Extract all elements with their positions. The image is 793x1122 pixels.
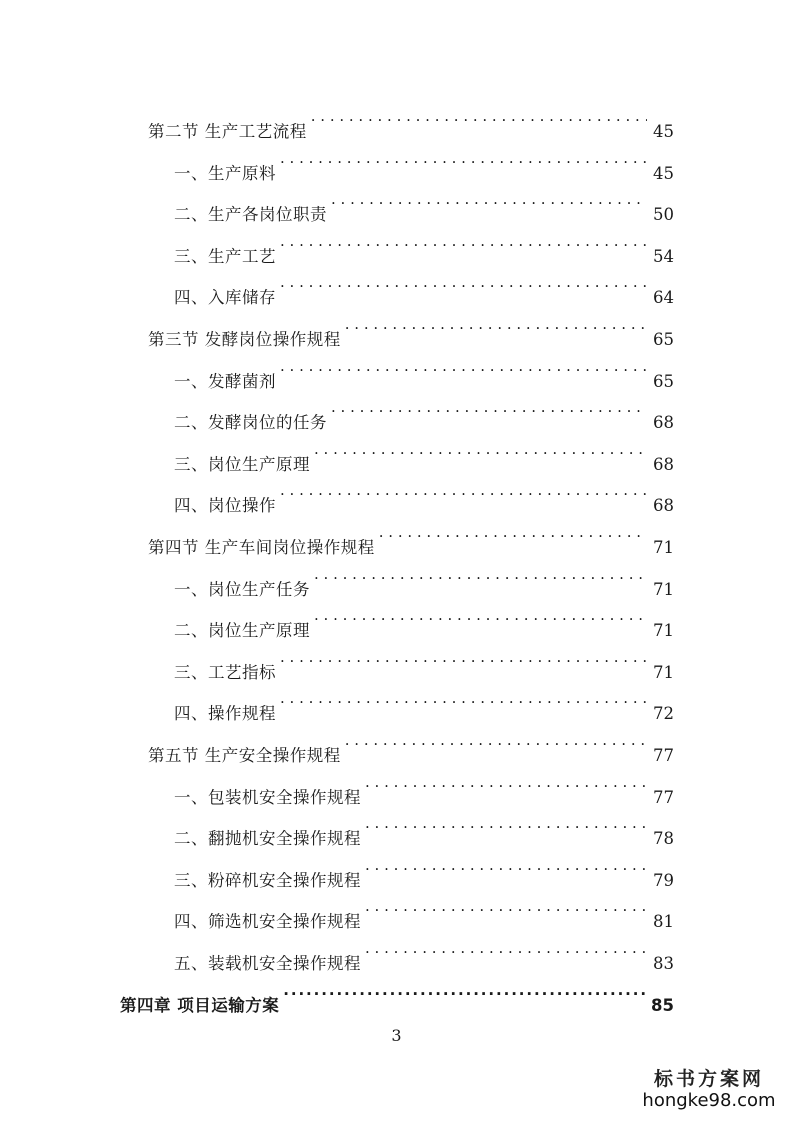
- toc-entry-item[interactable]: [174, 470, 674, 515]
- toc-entry-page: 85: [645, 985, 674, 1026]
- toc-entry-page: 54: [647, 236, 674, 277]
- toc-dot-leader: [365, 928, 647, 969]
- toc-dot-leader: [314, 554, 647, 595]
- toc-entry-page: 71: [647, 652, 674, 693]
- toc-entry-item[interactable]: [174, 762, 674, 807]
- toc-dot-leader: [314, 595, 647, 636]
- toc-entry-title: 一、生产原料: [174, 164, 276, 183]
- toc-entry-page: 71: [647, 569, 674, 610]
- toc-entry-page: 77: [647, 777, 674, 818]
- toc-entry-page: 68: [647, 402, 674, 443]
- toc-entry-title: 一、包装机安全操作规程: [174, 788, 361, 807]
- toc-entry-title: 四、岗位操作: [174, 496, 276, 515]
- toc-entry-item[interactable]: [174, 221, 674, 266]
- toc-entry-title: 四、操作规程: [174, 704, 276, 723]
- toc-dot-leader: [283, 970, 645, 1011]
- toc-entry-page: 79: [647, 860, 674, 901]
- toc-entry-item[interactable]: [174, 803, 674, 848]
- toc-entry-section[interactable]: [148, 512, 674, 557]
- toc-dot-leader: [280, 637, 647, 678]
- page-number: 3: [391, 1026, 402, 1045]
- toc-entry-title: 第五节 生产安全操作规程: [148, 746, 341, 765]
- toc-dot-leader: [365, 845, 647, 886]
- toc-entry-page: 65: [647, 361, 674, 402]
- toc-dot-leader: [345, 720, 647, 761]
- toc-entry-title: 第四节 生产车间岗位操作规程: [148, 538, 375, 557]
- toc-dot-leader: [280, 678, 647, 719]
- toc-entry-item[interactable]: [174, 262, 674, 307]
- toc-entry-title: 一、发酵菌剂: [174, 372, 276, 391]
- toc-entry-title: 二、发酵岗位的任务: [174, 413, 327, 432]
- toc-entry-page: 71: [647, 610, 674, 651]
- toc-dot-leader: [365, 762, 647, 803]
- toc-entry-page: 83: [647, 943, 674, 984]
- toc-entry-page: 45: [647, 111, 674, 152]
- toc-entry-title: 五、装载机安全操作规程: [174, 954, 361, 973]
- site-watermark: [639, 1068, 779, 1112]
- toc-entry-title: 第四章 项目运输方案: [120, 996, 280, 1015]
- toc-dot-leader: [280, 470, 647, 511]
- toc-entry-item[interactable]: [174, 179, 674, 224]
- toc-entry-section[interactable]: [148, 720, 674, 765]
- toc-entry-item[interactable]: [174, 595, 674, 640]
- toc-entry-title: 三、工艺指标: [174, 663, 276, 682]
- toc-entry-page: 45: [647, 153, 674, 194]
- toc-entry-item[interactable]: [174, 928, 674, 973]
- toc-entry-item[interactable]: [174, 138, 674, 183]
- toc-dot-leader: [280, 138, 647, 179]
- toc-entry-page: 68: [647, 485, 674, 526]
- toc-dot-leader: [280, 346, 647, 387]
- toc-entry-page: 50: [647, 194, 674, 235]
- toc-entry-page: 65: [647, 319, 674, 360]
- toc-entry-title: 二、翻抛机安全操作规程: [174, 829, 361, 848]
- toc-entry-page: 71: [647, 527, 674, 568]
- toc-entry-page: 72: [647, 693, 674, 734]
- toc-entry-title: 四、入库储存: [174, 288, 276, 307]
- toc-entry-item[interactable]: [174, 845, 674, 890]
- toc-dot-leader: [365, 803, 647, 844]
- toc-entry-title: 三、生产工艺: [174, 247, 276, 266]
- toc-entry-item[interactable]: [174, 346, 674, 391]
- toc-entry-page: 81: [647, 901, 674, 942]
- toc-dot-leader: [311, 96, 647, 137]
- toc-dot-leader: [280, 262, 647, 303]
- toc-entry-item[interactable]: [174, 678, 674, 723]
- toc-dot-leader: [314, 429, 647, 470]
- toc-dot-leader: [365, 886, 647, 927]
- toc-entry-page: 64: [647, 277, 674, 318]
- toc-dot-leader: [280, 221, 647, 262]
- toc-dot-leader: [331, 179, 647, 220]
- toc-entry-section[interactable]: [148, 304, 674, 349]
- toc-entry-item[interactable]: [174, 387, 674, 432]
- toc-entry-chapter[interactable]: [120, 970, 674, 1015]
- toc-entry-page: 68: [647, 444, 674, 485]
- toc-entry-page: 78: [647, 818, 674, 859]
- toc-entry-title: 二、岗位生产原理: [174, 621, 310, 640]
- toc-entry-section[interactable]: [148, 96, 674, 141]
- toc-entry-title: 第三节 发酵岗位操作规程: [148, 330, 341, 349]
- toc-entry-title: 第二节 生产工艺流程: [148, 122, 307, 141]
- toc-entry-title: 四、筛选机安全操作规程: [174, 912, 361, 931]
- watermark-url: hongke98.com: [642, 1090, 776, 1111]
- toc-entry-title: 二、生产各岗位职责: [174, 205, 327, 224]
- toc-dot-leader: [345, 304, 647, 345]
- toc-dot-leader: [331, 387, 647, 428]
- toc-entry-item[interactable]: [174, 554, 674, 599]
- toc-dot-leader: [379, 512, 647, 553]
- toc-entry-title: 一、岗位生产任务: [174, 580, 310, 599]
- watermark-title: 标书方案网: [653, 1068, 764, 1090]
- toc-entry-item[interactable]: [174, 429, 674, 474]
- toc-entry-title: 三、岗位生产原理: [174, 455, 310, 474]
- toc-entry-item[interactable]: [174, 637, 674, 682]
- toc-entry-title: 三、粉碎机安全操作规程: [174, 871, 361, 890]
- toc-entry-page: 77: [647, 735, 674, 776]
- toc-entry-item[interactable]: [174, 886, 674, 931]
